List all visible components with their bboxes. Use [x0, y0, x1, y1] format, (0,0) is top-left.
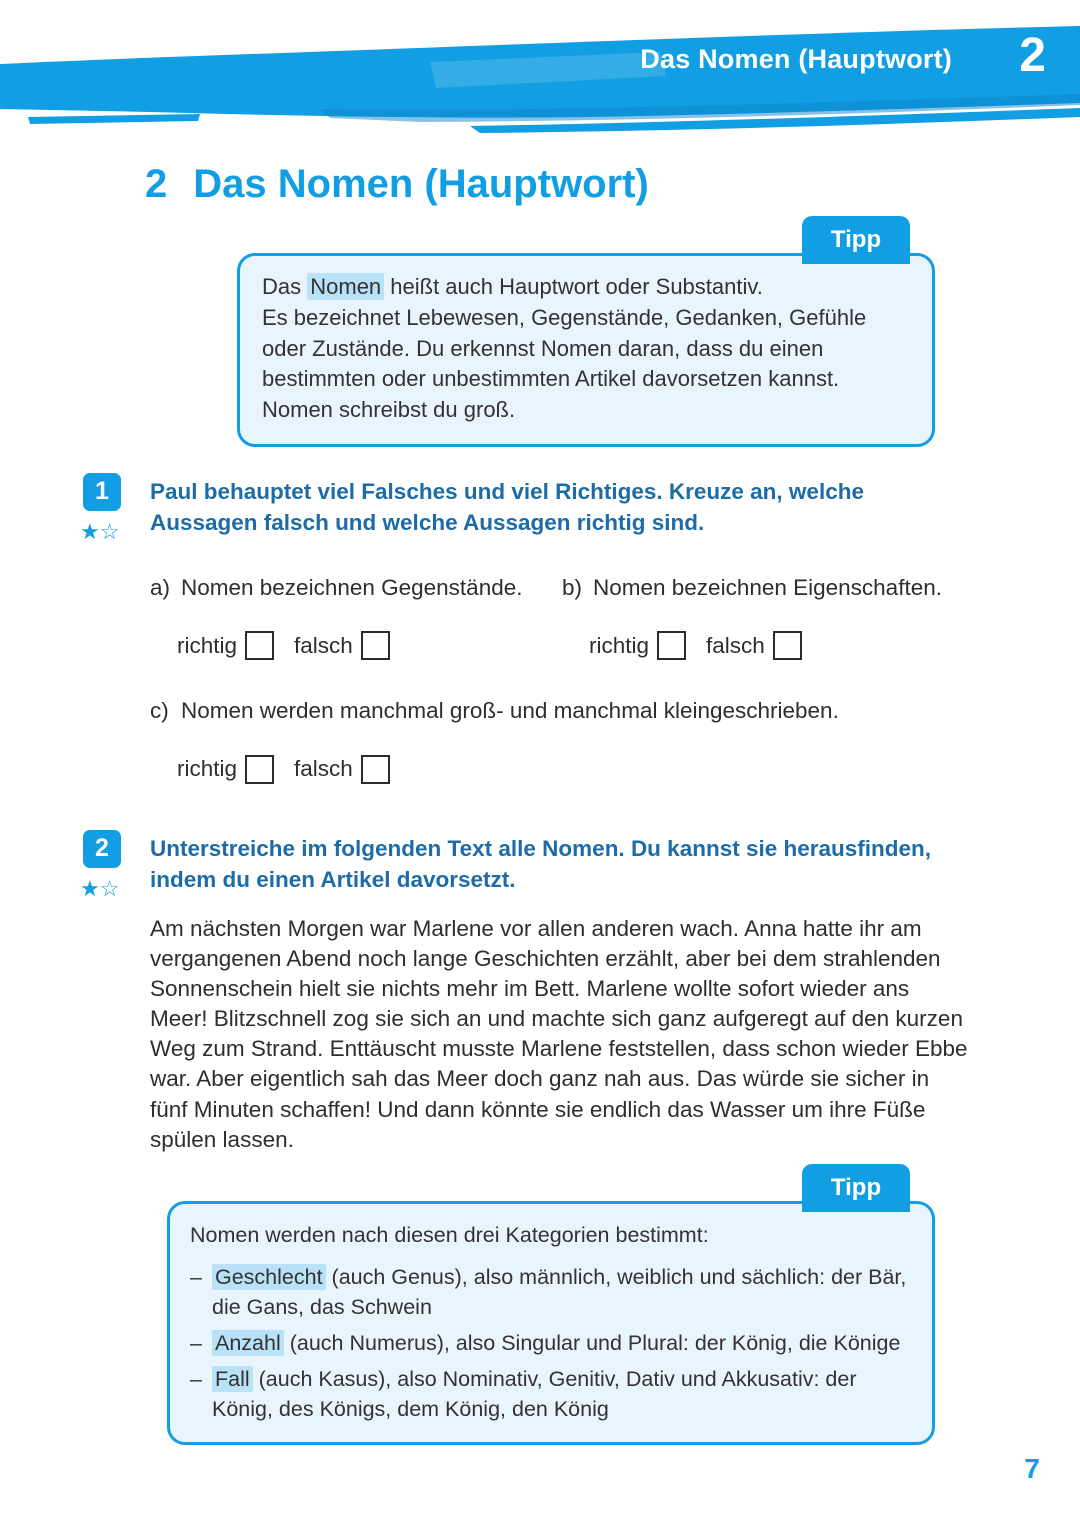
richtig-label-c: richtig	[177, 756, 238, 782]
highlight-anzahl: Anzahl	[212, 1330, 284, 1356]
tip2-intro: Nomen werden nach diesen drei Kategorien bestimmt:	[190, 1222, 709, 1247]
tip1-line1-post: heißt auch Hauptwort oder Substantiv.	[384, 274, 763, 299]
tip1-body: Es bezeichnet Lebewesen, Gegenstände, Gedanken, Gefühle oder Zustände. Du erkennst Nomen daran, dass du einen bestimmten oder unbestimmten Artikel davorsetzen kannst. Nomen schreibst du groß.	[262, 304, 867, 423]
question-b-text: Nomen bezeichnen Eigenschaften.	[593, 574, 942, 600]
richtig-label-b: richtig	[589, 632, 650, 658]
answer-group-c	[150, 755, 562, 784]
category-geschlecht-rest: (auch Genus), also männlich, weiblich und sächlich: der Bär, die Gans, das Schwein	[212, 1264, 907, 1320]
richtig-checkbox-c[interactable]	[245, 755, 274, 784]
question-c	[150, 696, 965, 726]
question-c-text: Nomen werden manchmal groß- und manchmal kleingeschrieben.	[181, 698, 839, 724]
category-fall-text	[212, 1364, 910, 1424]
question-b	[562, 573, 942, 603]
page-title-text: Das Nomen (Hauptwort)	[193, 162, 649, 206]
falsch-checkbox-a[interactable]	[361, 631, 390, 660]
highlight-geschlecht: Geschlecht	[212, 1264, 326, 1290]
dash-bullet: –	[190, 1264, 202, 1289]
question-b-label: b)	[562, 574, 583, 600]
category-geschlecht	[190, 1262, 910, 1322]
header-chapter-number: 2	[1019, 29, 1046, 82]
exercise-2-instruction: Unterstreiche im folgenden Text alle Nomen. Du kannst sie herausfinden, indem du einen Artikel davorsetzt.	[150, 835, 932, 893]
answers-row-ab	[150, 631, 965, 660]
exercise-2-passage: Am nächsten Morgen war Marlene vor allen anderen wach. Anna hatte ihr am vergangenen Abend noch lange Geschichten erzählt, aber bei dem strahlenden Sonnenschein hielt sie nichts mehr im Bett. Marlene wollte sofort wieder ans Meer! Blitzschnell zog sie sich an und machte sich ganz aufgeregt auf den kurzen Weg zum Strand. Enttäuscht musste Marlene feststellen, dass schon wieder Ebbe war. Aber eigentlich sah das Meer doch ganz nah aus. Das würde sie sicher in fünf Minuten schaffen! Und dann könnte sie endlich das Wasser um ihre Füße spülen lassen.	[150, 915, 968, 1152]
exercise-1-instruction: Paul behauptet viel Falsches und viel Richtiges. Kreuze an, welche Aussagen falsch und welche Aussagen richtig sind.	[150, 478, 864, 536]
page-content	[0, 135, 1080, 1445]
richtig-label-a: richtig	[177, 632, 238, 658]
richtig-checkbox-a[interactable]	[245, 631, 274, 660]
tip-tab: Tipp	[802, 216, 910, 264]
exercise-1-number-badge: 1	[83, 473, 121, 511]
category-anzahl-text	[212, 1328, 910, 1358]
dash-bullet: –	[190, 1331, 202, 1356]
exercise-1-difficulty-stars: ★☆	[80, 518, 120, 544]
falsch-label-b: falsch	[706, 632, 765, 658]
exercise-2-number-badge: 2	[83, 830, 121, 868]
category-anzahl-rest: (auch Numerus), also Singular und Plural: der König, die Könige	[283, 1331, 901, 1356]
page-header	[0, 0, 1080, 140]
category-fall	[190, 1364, 910, 1424]
exercise-1-sidebar	[80, 473, 123, 784]
tip-tab-2: Tipp	[802, 1164, 910, 1212]
question-a-text: Nomen bezeichnen Gegenstände.	[181, 574, 523, 600]
tip1-line1-pre: Das	[262, 274, 308, 299]
exercise-2	[80, 830, 1080, 1155]
falsch-checkbox-c[interactable]	[361, 755, 390, 784]
falsch-checkbox-b[interactable]	[773, 631, 802, 660]
highlight-nomen: Nomen	[307, 273, 384, 300]
question-a-label: a)	[150, 574, 171, 600]
dash-bullet: –	[190, 1367, 202, 1392]
exercise-2-sidebar	[80, 830, 123, 1155]
highlight-fall: Fall	[212, 1366, 253, 1392]
category-geschlecht-text	[212, 1262, 910, 1322]
tip1-text	[262, 272, 910, 426]
category-anzahl	[190, 1328, 910, 1358]
exercise-2-difficulty-stars: ★☆	[80, 875, 120, 901]
richtig-checkbox-b[interactable]	[657, 631, 686, 660]
answer-group-a	[150, 631, 562, 660]
page-title	[145, 161, 1080, 207]
category-fall-rest: (auch Kasus), also Nominativ, Genitiv, Dativ und Akkusativ: der König, des Königs, dem König, den König	[212, 1367, 857, 1422]
falsch-label-c: falsch	[294, 756, 353, 782]
exercise-2-body	[150, 830, 968, 1155]
page-title-number: 2	[145, 162, 168, 206]
header-chapter-title: Das Nomen (Hauptwort)	[640, 44, 952, 74]
exercise-1-items-row	[150, 573, 965, 603]
answer-group-b	[562, 631, 802, 660]
exercise-1	[80, 473, 1080, 784]
question-c-label: c)	[150, 698, 169, 724]
answers-row-c	[150, 755, 965, 784]
tip-box-1	[237, 226, 935, 447]
question-a	[150, 573, 562, 603]
falsch-label-a: falsch	[294, 632, 353, 658]
exercise-1-body	[150, 473, 965, 784]
page-number: 7	[1024, 1453, 1040, 1484]
tip-box-2	[167, 1173, 935, 1446]
